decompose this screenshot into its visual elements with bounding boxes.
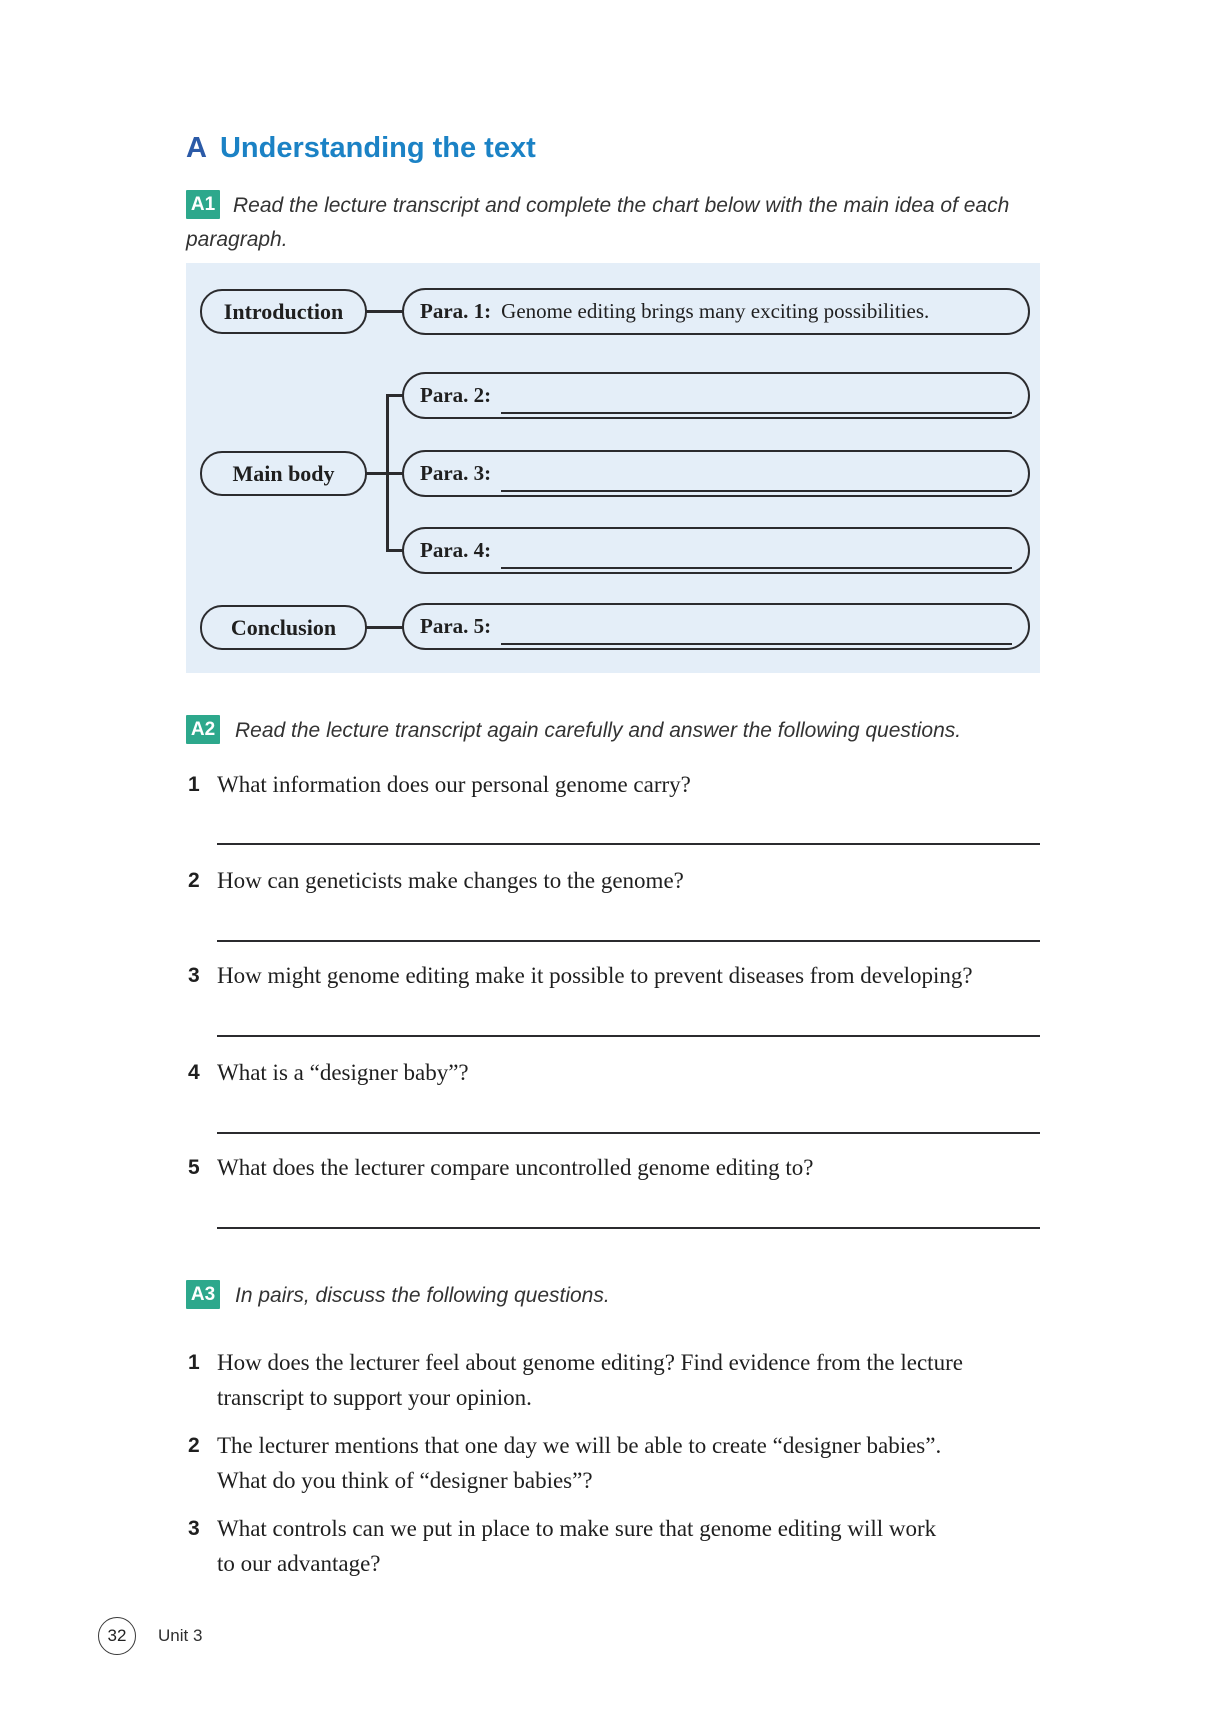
para-box-1: [402, 288, 1030, 335]
para-box-4: [402, 527, 1030, 574]
question-text: How can geneticists make changes to the genome?: [217, 868, 684, 893]
a2-answer-line-5[interactable]: [217, 1227, 1040, 1229]
para4-label: Para. 4:: [420, 538, 492, 562]
page-number-badge: [98, 1617, 136, 1655]
question-text: What does the lecturer compare uncontrolled genome editing to?: [217, 1155, 814, 1180]
question-number: 3: [188, 1517, 200, 1540]
chart-panel: [186, 263, 1040, 673]
a2-question-2: [188, 866, 684, 896]
a2-question-4: [188, 1058, 469, 1088]
bracket-vertical-line: [386, 394, 389, 552]
question-line: How does the lecturer feel about genome editing? Find evidence from the lecture: [217, 1350, 963, 1375]
para-box-3: [402, 450, 1030, 497]
question-number: 2: [188, 869, 200, 892]
para5-blank-line[interactable]: [501, 609, 1012, 645]
connector-conclusion-para5: [364, 626, 404, 629]
para2-label: Para. 2:: [420, 383, 492, 407]
para5-label: Para. 5:: [420, 614, 492, 638]
a3-question-3: [188, 1511, 936, 1581]
question-line: What do you think of “designer babies”?: [217, 1468, 593, 1493]
a3-question-2: [188, 1428, 941, 1498]
para4-blank-line[interactable]: [501, 533, 1012, 569]
question-line: The lecturer mentions that one day we will be able to create “designer babies”.: [217, 1433, 942, 1458]
question-text: What information does our personal genome carry?: [217, 772, 691, 797]
question-number: 5: [188, 1156, 200, 1179]
a2-question-3: [188, 961, 973, 991]
question-line: What controls can we put in place to make sure that genome editing will work: [217, 1516, 937, 1541]
question-number: 2: [188, 1434, 200, 1457]
para-box-2: [402, 372, 1030, 419]
stage-pill-introduction: Introduction: [200, 289, 367, 334]
a3-instruction: In pairs, discuss the following questions.: [235, 1284, 610, 1307]
a2-answer-line-2[interactable]: [217, 940, 1040, 942]
question-line: to our advantage?: [217, 1551, 381, 1576]
question-number: 3: [188, 964, 200, 987]
section-title-text: Understanding the text: [219, 132, 536, 164]
page-number: 32: [107, 1626, 127, 1645]
a2-answer-line-4[interactable]: [217, 1132, 1040, 1134]
a1-instruction-line2: paragraph.: [186, 228, 288, 251]
question-line: transcript to support your opinion.: [217, 1385, 532, 1410]
unit-label: Unit 3: [158, 1626, 203, 1645]
connector-introduction-para1: [364, 310, 404, 313]
activity-badge-a3: A3: [186, 1280, 220, 1309]
a2-question-5: [188, 1153, 814, 1183]
para-box-5: [402, 603, 1030, 650]
section-letter: A: [186, 132, 207, 164]
question-number: 1: [188, 1351, 200, 1374]
a2-question-1: [188, 770, 691, 800]
stage-pill-conclusion: Conclusion: [200, 605, 367, 650]
a2-instruction: Read the lecture transcript again carefully and answer the following questions.: [235, 719, 962, 742]
a3-question-1: [188, 1345, 963, 1415]
question-text: What is a “designer baby”?: [217, 1060, 469, 1085]
activity-badge-a1: A1: [186, 190, 220, 219]
para1-main-idea: Genome editing brings many exciting possibilities.: [501, 299, 930, 323]
activity-badge-a2: A2: [186, 715, 220, 744]
para2-blank-line[interactable]: [501, 378, 1012, 414]
a1-instruction-line1: Read the lecture transcript and complete the chart below with the main idea of each: [233, 194, 1010, 217]
para1-label: Para. 1:: [420, 299, 492, 323]
para3-label: Para. 3:: [420, 461, 492, 485]
question-number: 1: [188, 773, 200, 796]
connector-mainbody-para3: [364, 472, 404, 475]
a2-answer-line-3[interactable]: [217, 1035, 1040, 1037]
question-text: How might genome editing make it possible to prevent diseases from developing?: [217, 963, 973, 988]
para3-blank-line[interactable]: [501, 456, 1012, 492]
question-number: 4: [188, 1061, 200, 1084]
stage-pill-main-body: Main body: [200, 451, 367, 496]
page-title: [186, 131, 536, 165]
a2-answer-line-1[interactable]: [217, 843, 1040, 845]
